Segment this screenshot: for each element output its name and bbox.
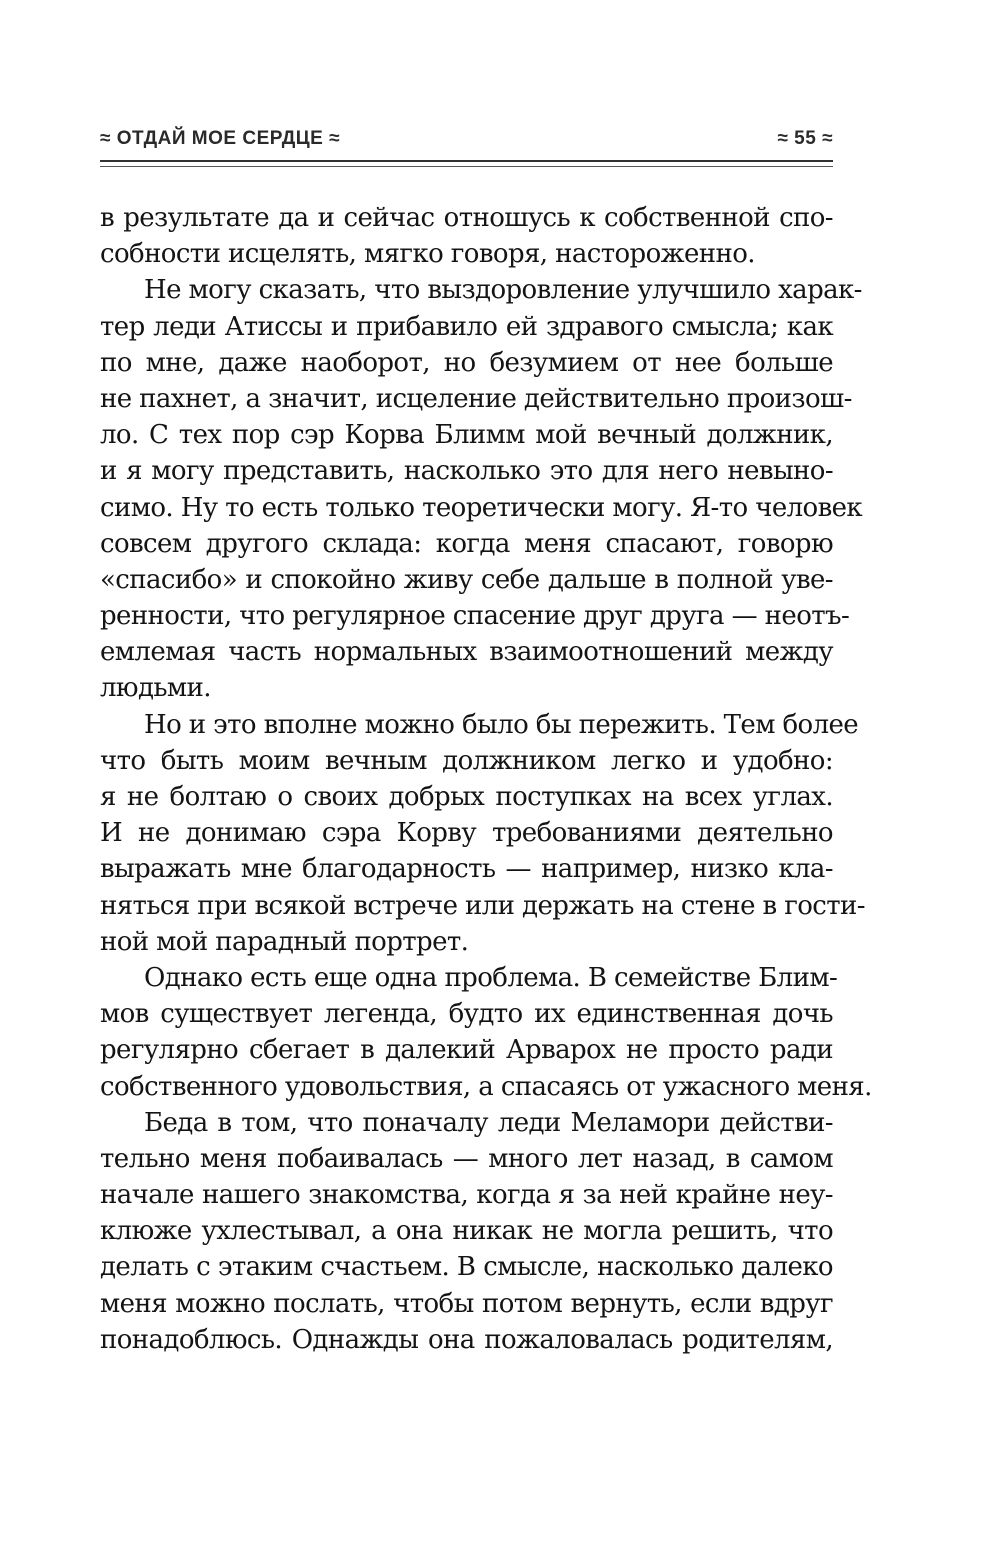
text-line: Беда в том, что поначалу леди Меламори действи- <box>144 1107 833 1138</box>
text-line: симо. Ну то есть только теоретически могу. Я-то человек <box>100 492 863 523</box>
page-number: ≈ 55 ≈ <box>777 128 833 149</box>
text-line: емлемая часть нормальных взаимоотношений между <box>100 637 833 668</box>
text-line: Однако есть еще одна проблема. В семействе Блим- <box>144 962 838 993</box>
text-line: меня можно послать, чтобы потом вернуть, если вдруг <box>100 1288 833 1319</box>
text-line: мов существует легенда, будто их единственная дочь <box>100 999 833 1030</box>
text-line: собственного удовольствия, а спасаясь от ужасного меня. <box>100 1071 872 1102</box>
text-line: клюже ухлестывал, а она никак не могла решить, что <box>100 1216 833 1247</box>
text-line: выражать мне благодарность — например, низко кла- <box>100 854 833 885</box>
text-line: людьми. <box>100 673 211 704</box>
text-line: ренности, что регулярное спасение друг друга — неотъ- <box>100 601 850 632</box>
book-title: ≈ ОТДАЙ МОЕ СЕРДЦЕ ≈ <box>100 128 341 149</box>
text-line: собности исцелять, мягко говоря, настороженно. <box>100 239 755 270</box>
text-line: и я могу представить, насколько это для него невыно- <box>100 456 833 487</box>
header-rule <box>100 160 833 162</box>
text-line: тер леди Атиссы и прибавило ей здравого смысла; как <box>100 311 833 342</box>
text-line: тельно меня побаивалась — много лет назад, в самом <box>100 1143 833 1174</box>
text-line: понадоблюсь. Однажды она пожаловалась родителям, <box>100 1324 833 1355</box>
text-line: я не болтаю о своих добрых поступках на всех углах. <box>100 782 833 812</box>
text-line: регулярно сбегает в далекий Арварох не просто ради <box>100 1035 833 1066</box>
text-line: ло. С тех пор сэр Корва Блимм мой вечный должник, <box>100 420 833 451</box>
text-line: «спасибо» и спокойно живу себе дальше в полной уве- <box>100 564 833 595</box>
text-line: ной мой парадный портрет. <box>100 926 469 957</box>
text-line: делать с этаким счастьем. В смысле, насколько далеко <box>100 1252 833 1283</box>
text-line: в результате да и сейчас отношусь к собственной спо- <box>100 203 833 233</box>
text-line: Не могу сказать, что выздоровление улучшило харак- <box>144 275 862 306</box>
text-line: начале нашего знакомства, когда я за ней крайне неу- <box>100 1180 833 1211</box>
body-text <box>100 200 872 1358</box>
text-line: не пахнет, а значит, исцеление действительно произош- <box>100 383 852 414</box>
text-line: что быть моим вечным должником легко и удобно: <box>100 745 833 776</box>
running-head <box>100 128 833 158</box>
header-rule-thin <box>100 166 833 167</box>
text-line: няться при всякой встрече или держать на стене в гости- <box>100 890 865 921</box>
text-line: совсем другого склада: когда меня спасают, говорю <box>100 528 833 559</box>
text-line: И не донимаю сэра Корву требованиями деятельно <box>100 818 833 849</box>
text-line: Но и это вполне можно было бы пережить. Тем более <box>144 709 859 740</box>
text-line: по мне, даже наоборот, но безумием от нее больше <box>100 347 833 378</box>
